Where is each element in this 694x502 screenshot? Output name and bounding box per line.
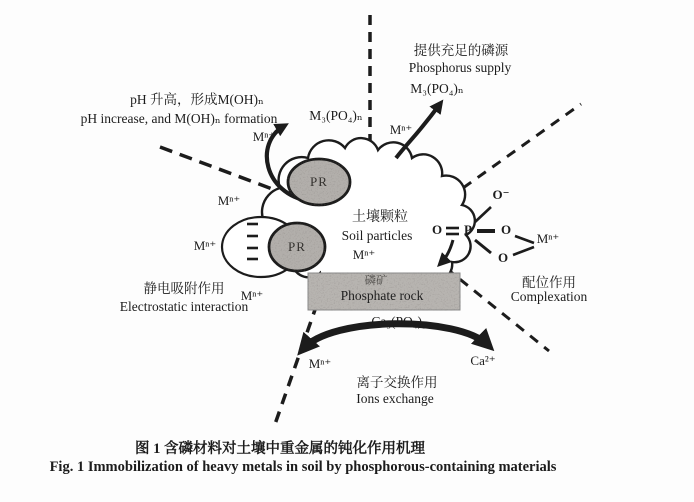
ion-exchange-mechanism-label-en: Ions exchange xyxy=(356,391,434,406)
metal-ion-label: Mⁿ⁺ xyxy=(217,193,241,208)
complexation-mechanism-label-en: Complexation xyxy=(510,289,588,304)
metal-ion-label: Mⁿ⁺ xyxy=(240,288,264,303)
phosphate-rock-label-zh: 磷矿 xyxy=(364,275,388,287)
metal-ion-label: Mⁿ⁺ xyxy=(252,129,276,144)
o-minus-atom-label: O⁻ xyxy=(492,187,510,202)
metal-phosphate-label-left: M₃(PO₄)ₙ xyxy=(309,108,363,123)
bond-p-to-o-minus xyxy=(475,207,491,222)
divider-upper-right-dashed-line xyxy=(463,104,581,188)
divider-upper-left-dashed-line xyxy=(160,147,283,193)
figure-caption-zh: 图 1 含磷材料对土壤中重金属的钝化作用机理 xyxy=(135,441,425,457)
o-right-atom-label: O xyxy=(500,222,512,237)
metal-ion-label: Mⁿ⁺ xyxy=(536,231,560,246)
metal-ion-label: Mⁿ⁺ xyxy=(389,122,413,137)
soil-particles-label-en: Soil particles xyxy=(341,228,413,243)
pr-particle-label: PR xyxy=(288,239,306,254)
ph-mechanism-label-zh: pH 升高，形成M(OH)ₙ xyxy=(130,92,264,107)
supply-mechanism-label-zh: 提供充足的磷源 xyxy=(413,43,509,58)
calcium-phosphate-label: Ca₃(PO₄)₂ xyxy=(371,314,427,329)
bond-o-bottom-to-metal xyxy=(513,247,534,255)
p-atom-label: P xyxy=(464,222,472,237)
supply-mechanism-label-en: Phosphorus supply xyxy=(408,60,512,75)
ph-mechanism-label-en: pH increase, and M(OH)ₙ formation xyxy=(80,111,278,126)
metal-phosphate-label-top: M₃(PO₄)ₙ xyxy=(410,81,464,96)
calcium-ion-label: Ca²⁺ xyxy=(470,353,496,368)
phosphate-rock-label-en: Phosphate rock xyxy=(340,288,424,303)
metal-ion-label: Mⁿ⁺ xyxy=(193,238,217,253)
pr-particle-label: PR xyxy=(310,174,328,189)
bond-p-to-o-bottom xyxy=(475,240,491,253)
bond-o-right-to-metal xyxy=(515,236,534,243)
electrostatic-mechanism-label-en: Electrostatic interaction xyxy=(119,299,249,314)
metal-ion-label: Mⁿ⁺ xyxy=(352,247,376,262)
complexation-mechanism-label-zh: 配位作用 xyxy=(522,275,576,290)
o-bottom-atom-label: O xyxy=(497,250,509,265)
soil-particles-label-zh: 土壤颗粒 xyxy=(352,210,408,225)
figure-caption-en: Fig. 1 Immobilization of heavy metals in soil by phosphorous-containing materials xyxy=(49,459,557,475)
ion-exchange-mechanism-label-zh: 离子交换作用 xyxy=(356,375,438,390)
o-left-atom-label: O xyxy=(431,222,443,237)
electrostatic-mechanism-label-zh: 静电吸附作用 xyxy=(143,281,225,296)
metal-ion-label: Mⁿ⁺ xyxy=(308,356,332,371)
